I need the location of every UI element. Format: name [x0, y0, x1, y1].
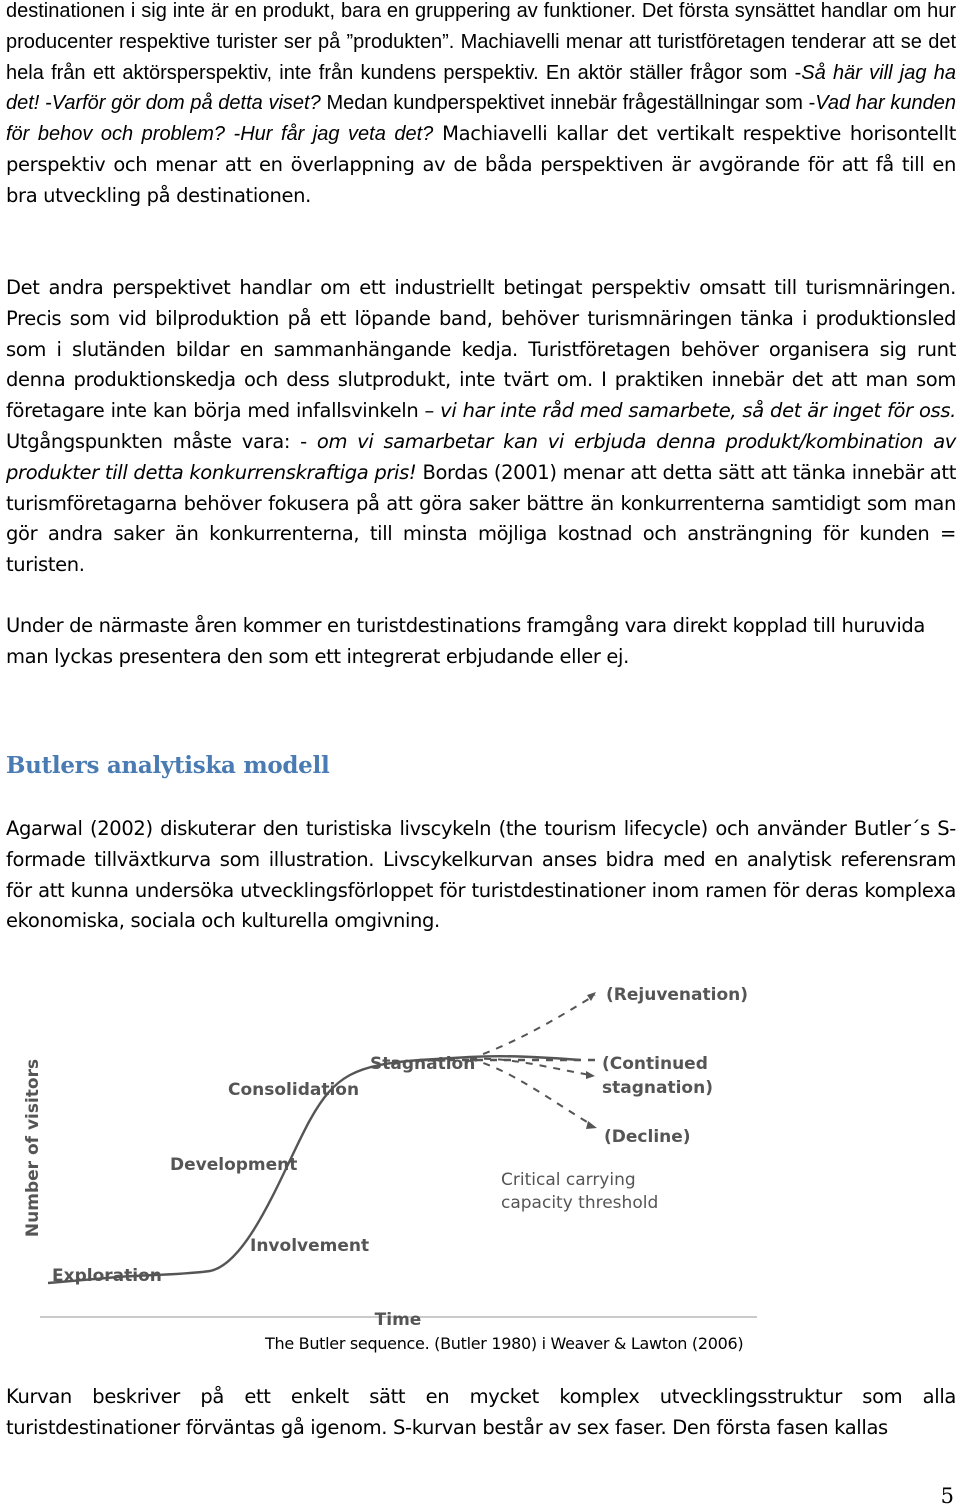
y-axis-label: Number of visitors	[23, 1058, 43, 1238]
paragraph-italic-text: Vad har kunden för behov och problem? -Hur får jag veta det?	[6, 92, 957, 146]
stage-development: Development	[170, 1155, 298, 1175]
stage-rejuvenation: (Rejuvenation)	[606, 985, 749, 1005]
paragraph-text: Bordas (2001) menar att detta sätt att tänka innebär att turismföretagarna behöver fokusera på att göra saker bättre än konkurrenterna samtidigt som man gör andra saker än konkurrenterna, till minsta möjliga kostnad och ansträngning för kunden = turisten.	[6, 460, 956, 577]
paragraph-text: Utgångspunkten måste vara: -	[6, 429, 317, 453]
paragraph-text: Medan kundperspektivet innebär frågeställningar som -	[320, 92, 816, 115]
stage-consolidation: Consolidation	[228, 1080, 360, 1100]
section-heading: Butlers analytiska modell	[6, 752, 330, 779]
stage-continued-line2: stagnation)	[602, 1078, 713, 1098]
paragraph-integrated-offer: Under de närmaste åren kommer en turistdestinations framgång vara direkt kopplad till huruvida man lyckas presentera den som ett integrerat erbjudande eller ej.	[6, 614, 926, 668]
stage-stagnation: Stagnation	[370, 1054, 476, 1074]
paragraph-text: Machiavelli kallar det vertikalt respektive horisontellt perspektiv och menar att en överlappning av de båda perspektiven är avgörande för att få till en bra utveckling på destinationen.	[6, 122, 956, 207]
paragraph-agarwal: Agarwal (2002) diskuterar den turistiska livscykeln (the tourism lifecycle) och använder Butler´s S-formade tillväxtkurva som illustration. Livscykelkurvan anses bidra med en analytisk referensram för att kunna undersöka utvecklingsförloppet för turistdestinationer inom ramen för deras komplexa ekonomiska, sociala och kulturella omgivning.	[6, 817, 956, 933]
critical-threshold-line1: Critical carrying	[501, 1170, 636, 1190]
paragraph-italic-text: Så här vill jag ha det! -Varför gör dom på detta viset?	[6, 61, 956, 115]
x-axis-label: Time	[374, 1310, 422, 1330]
paragraph-curve-description: Kurvan beskriver på ett enkelt sätt en mycket komplex utvecklingsstruktur som alla turistdestinationer förväntas gå igenom. S-kurvan består av sex faser. Den första fasen kallas	[6, 1385, 956, 1439]
stage-involvement: Involvement	[250, 1236, 370, 1256]
stage-exploration: Exploration	[52, 1266, 162, 1286]
figure-caption: The Butler sequence. (Butler 1980) i Weaver & Lawton (2006)	[265, 1334, 744, 1353]
stage-decline: (Decline)	[604, 1127, 691, 1147]
paragraph-machiavelli	[6, 0, 956, 212]
stage-continued-line1: (Continued	[602, 1054, 708, 1074]
page-number: 5	[940, 1484, 954, 1508]
paragraph-italic-text: vi har inte råd med samarbete, så det är inget för oss.	[440, 399, 957, 423]
paragraph-text: destinationen i sig inte är en produkt, bara en gruppering av funktioner. Det första synsättet handlar om hur producenter respektive turister ser på ”produkten”. Machiavelli menar att turistföretagen tenderar att se det hela från ett aktörsperspektiv, inte från kundens perspektiv. En aktör ställer frågor som -	[6, 0, 956, 84]
paragraph-text: Det andra perspektivet handlar om ett industriellt betingat perspektiv omsatt till turismnäringen. Precis som vid bilproduktion på ett löpande band, behöver turismnäringen tänka i produktionsled som i slutänden bildar en sammanhängande kedja. Turistföretagen behöver organisera sig runt denna produktionskedja och dess slutprodukt, inte tvärt om. I praktiken innebär det att man som företagare inte kan börja med infallsvinkeln –	[6, 276, 956, 423]
paragraph-italic-text: om vi samarbetar kan vi erbjuda denna produkt/kombination av produkter till detta konkurrenskraftiga pris!	[6, 429, 956, 484]
butler-sequence-figure	[0, 965, 760, 1335]
paragraph-industrial-perspective	[6, 273, 956, 581]
critical-threshold-line2: capacity threshold	[501, 1193, 659, 1213]
